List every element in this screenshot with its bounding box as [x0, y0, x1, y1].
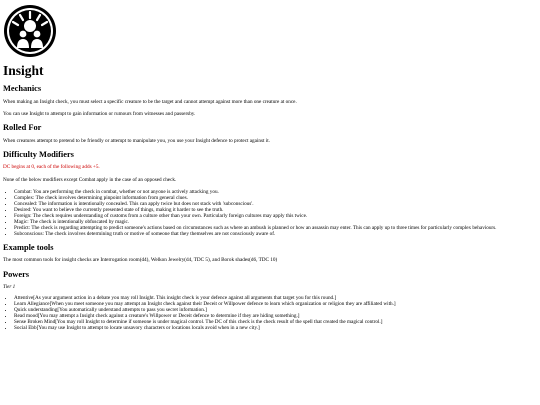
mechanics-heading: Mechanics [3, 83, 42, 93]
list-item: • Quick understanding[You automatically understand attempts to pass you secret information.] [14, 307, 534, 313]
list-item: • Social Ebb[You may use Insight to attempt to locate unsavory characters or locations locals avoid when in a new city.] [14, 325, 534, 331]
mechanics-paragraph-2: You can use Insight to attempt to gain information or rumours from witnesses and passersby. [3, 110, 196, 117]
difficulty-opposed-note: None of the below modifiers except Combat apply in the case of an opposed check. [3, 176, 177, 183]
powers-list [3, 295, 534, 331]
list-item: • Complex: The check involves determining pinpoint information from general clues. [14, 195, 534, 201]
list-item: • Desired: You want to believe the currently presented state of things, making it harder to see the truth. [14, 207, 534, 213]
rolled-for-paragraph: When creatures attempt to pretend to be friendly or attempt to manipulate you, you use your Insight defence to protect against it. [3, 137, 270, 144]
difficulty-heading: Difficulty Modifiers [3, 149, 74, 159]
list-item: • Predict: The check is regarding attempting to predict someone's actions based on circumstances such as where an ambush is planned or how an assassin may enter. This can apply up to three times for particularly complex behaviours. [14, 225, 534, 231]
list-item: • Foreign: The check requires understanding of customs from a culture other than your own. Particularly foreign cultures may apply this twice. [14, 213, 534, 219]
tools-heading: Example tools [3, 242, 54, 252]
list-item: • Magic: The check is intentionally obfuscated by magic. [14, 219, 534, 225]
list-item: • Concealed: The information is intentionally concealed. This can apply twice but does not stack with 'subconscious'. [14, 201, 534, 207]
insight-logo-icon [3, 4, 57, 58]
rolled-for-heading: Rolled For [3, 122, 42, 132]
list-item: • Learn Allegiance[When you meet someone you may attempt an Insight check against their Deceit or Willpower defence to learn which organization or religion they are affiliated with.] [14, 301, 534, 307]
difficulty-modifiers-list [3, 189, 534, 237]
powers-heading: Powers [3, 269, 30, 279]
list-item: • Subconscious: The check involves determining truth or motive of someone that they themselves are not consciously aware of. [14, 231, 534, 237]
mechanics-paragraph-1: When making an Insight check, you must select a specific creature to be the target and cannot attempt against more than one creature at once. [3, 98, 297, 105]
tools-paragraph: The most common tools for insight checks are Interrogation room(d4), Welkon Jewelry(d4, TDC 5), and Borok shades(d6, TDC 10) [3, 257, 278, 264]
difficulty-base-note: DC begins at 0, each of the following adds +5. [3, 164, 100, 171]
tier-label: Tier 1 [3, 284, 16, 291]
article [3, 64, 534, 337]
list-item: • Combat: You are performing the check in combat, whether or not anyone is actively attacking you. [14, 189, 534, 195]
list-item: • Attentive[As your argument action in a debate you may roll Insight. This insight check is your defence against all arguments that target you for this round.] [14, 295, 534, 301]
page-title: Insight [3, 63, 44, 78]
list-item: • Sense Broken Mind[You may roll Insight to determine if someone is under magical control. The DC of this check is the check result of the spell that created the magical control.] [14, 319, 534, 325]
list-item: • Read mood[You may attempt a Insight check against a creature's Willpower or Deceit defence to determine if they are hiding something.] [14, 313, 534, 319]
